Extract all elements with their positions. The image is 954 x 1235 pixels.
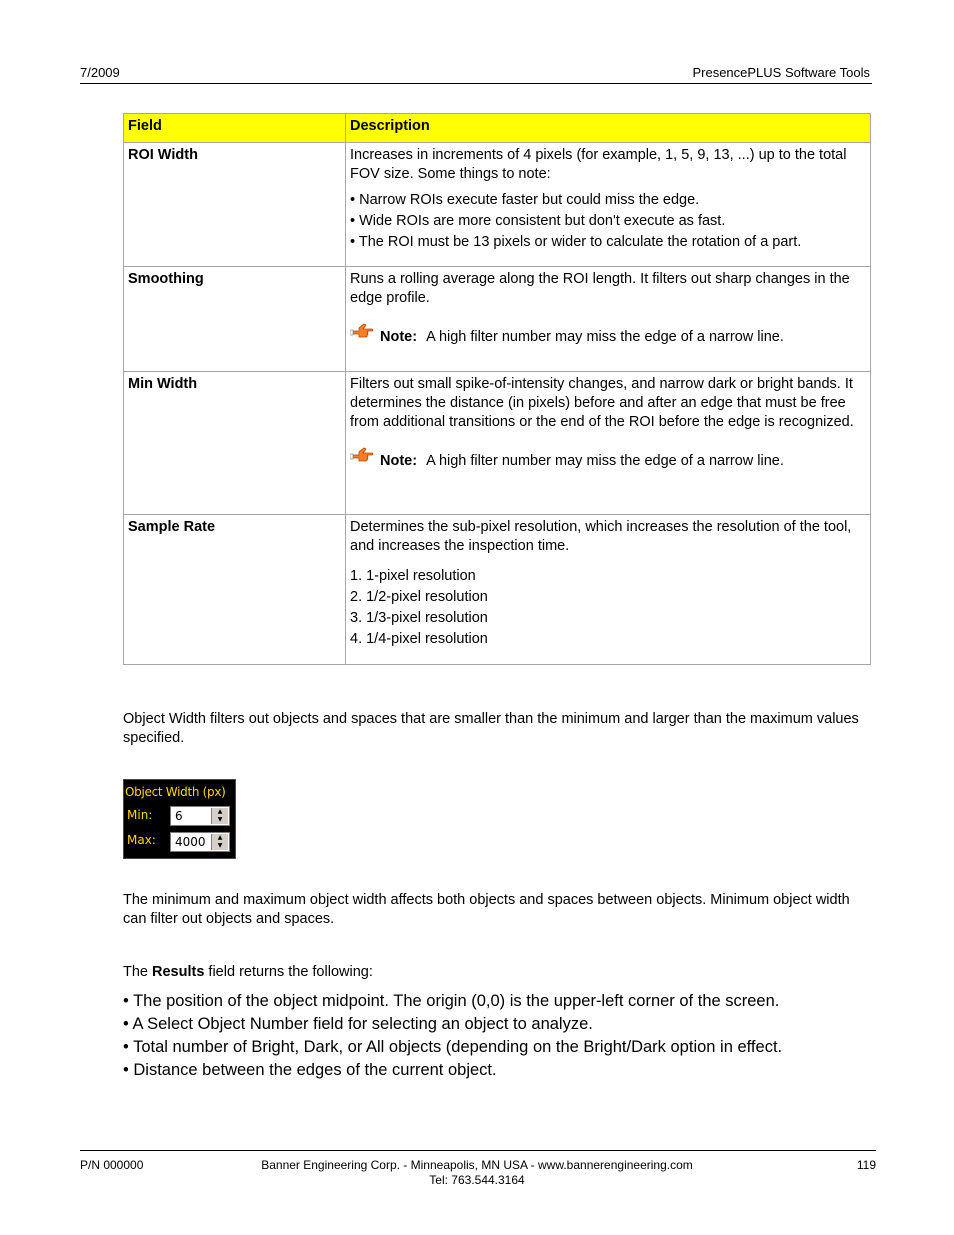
description-text: Filters out small spike-of-intensity changes, and narrow dark or bright bands. It determines the distance (in pixels) before and after an edge that must be free from additional transitions or the end of the ROI before the edge is recognized. — [350, 376, 854, 430]
note — [350, 452, 866, 471]
table-row — [124, 372, 871, 515]
field-name: Smoothing — [124, 267, 346, 372]
footer-company-line: Banner Engineering Corp. - Minneapolis, MN USA - www.bannerengineering.com — [261, 1158, 693, 1172]
description-text: Runs a rolling average along the ROI length. It filters out sharp changes in the edge profile. — [350, 271, 850, 306]
list-item: 4. 1/4-pixel resolution — [350, 631, 488, 647]
pointing-hand-icon — [350, 446, 374, 466]
table-header-row — [124, 114, 871, 143]
note-text: A high filter number may miss the edge of a narrow line. — [426, 453, 784, 469]
list-item: 1. 1-pixel resolution — [350, 568, 476, 584]
list-item: • The ROI must be 13 pixels or wider to calculate the rotation of a part. — [350, 234, 802, 250]
results-list — [123, 990, 883, 1082]
header-title: PresencePLUS Software Tools — [692, 65, 870, 80]
max-spin-buttons[interactable] — [211, 834, 228, 850]
max-label: Max: — [127, 833, 156, 847]
results-intro-suffix: field returns the following: — [204, 964, 373, 980]
list-item: 3. 1/3-pixel resolution — [350, 610, 488, 626]
spin-down-icon[interactable]: ▼ — [217, 842, 223, 849]
min-spin-buttons[interactable] — [211, 808, 228, 824]
max-value: 4000 — [175, 835, 206, 849]
spin-up-icon[interactable]: ▲ — [217, 808, 223, 815]
object-width-panel — [123, 779, 236, 859]
description-text: Determines the sub-pixel resolution, which increases the resolution of the tool, and increases the inspection time. — [350, 519, 852, 554]
object-width-title: Object Width (px) — [125, 785, 226, 799]
footer-company — [200, 1158, 754, 1188]
note-label: Note: — [380, 329, 418, 345]
note — [350, 328, 866, 347]
header-rule — [80, 83, 872, 84]
results-intro-prefix: The — [123, 964, 153, 980]
sample-rate-list — [350, 567, 866, 649]
field-description — [346, 143, 871, 267]
list-item: • Total number of Bright, Dark, or All objects (depending on the Bright/Dark option in effect. — [123, 1038, 783, 1056]
note-text: A high filter number may miss the edge of a narrow line. — [426, 329, 784, 345]
field-description — [346, 267, 871, 372]
field-description — [346, 372, 871, 515]
list-item: • Wide ROIs are more consistent but don't execute as fast. — [350, 213, 726, 229]
header-date: 7/2009 — [80, 65, 120, 80]
table-row — [124, 267, 871, 372]
footer-tel: Tel: 763.544.3164 — [429, 1173, 525, 1187]
col-field-header: Field — [124, 114, 346, 143]
max-stepper[interactable] — [170, 832, 230, 852]
footer-part-number: P/N 000000 — [80, 1158, 144, 1172]
spin-up-icon[interactable]: ▲ — [217, 834, 223, 841]
col-description-header: Description — [346, 114, 871, 143]
description-text: Increases in increments of 4 pixels (for example, 1, 5, 9, 13, ...) up to the total FOV size. Some things to note: — [350, 147, 847, 182]
table-row — [124, 515, 871, 665]
results-intro-bold: Results — [152, 964, 205, 980]
min-label: Min: — [127, 808, 153, 822]
field-name: Sample Rate — [124, 515, 346, 665]
list-item: • A Select Object Number field for selecting an object to analyze. — [123, 1015, 593, 1033]
table-row — [124, 143, 871, 267]
list-item: • The position of the object midpoint. The origin (0,0) is the upper-left corner of the screen. — [123, 992, 780, 1010]
pointing-hand-icon — [350, 322, 374, 342]
list-item: • Narrow ROIs execute faster but could miss the edge. — [350, 192, 700, 208]
field-name: ROI Width — [124, 143, 346, 267]
field-table — [123, 113, 871, 665]
note-label: Note: — [380, 453, 418, 469]
object-width-paragraph: Object Width filters out objects and spaces that are smaller than the minimum and larger than the maximum values specified. — [123, 711, 859, 746]
min-stepper[interactable] — [170, 806, 230, 826]
spin-down-icon[interactable]: ▼ — [217, 816, 223, 823]
field-name: Min Width — [124, 372, 346, 515]
list-item: • Distance between the edges of the current object. — [123, 1061, 497, 1079]
list-item: 2. 1/2-pixel resolution — [350, 589, 488, 605]
min-max-paragraph: The minimum and maximum object width affects both objects and spaces between objects. Minimum object width can filter out objects and spaces. — [123, 892, 850, 927]
field-description — [346, 515, 871, 665]
page-number: 119 — [856, 1158, 876, 1172]
results-intro — [123, 963, 873, 982]
footer-rule — [80, 1150, 876, 1151]
min-value: 6 — [175, 809, 183, 823]
